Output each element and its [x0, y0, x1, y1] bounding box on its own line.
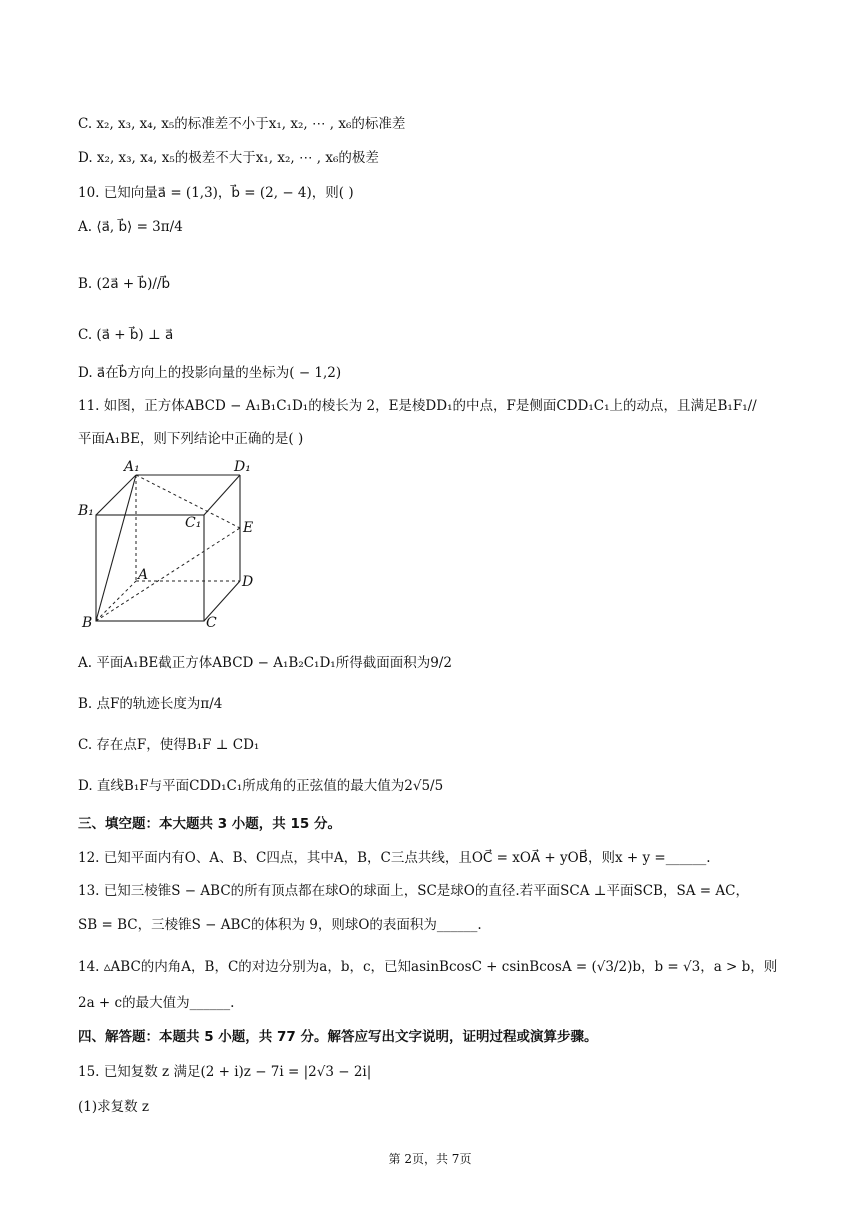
- option-10d: D. a⃗在b⃗方向上的投影向量的坐标为( − 1,2): [78, 365, 342, 381]
- question-13-line2: SB = BC，三棱锥S − ABC的体积为 9，则球O的表面积为______.: [78, 917, 482, 933]
- question-11-stem-line1: 11. 如图，正方体ABCD − A₁B₁C₁D₁的棱长为 2，E是棱DD₁的中点，F是侧面CDD₁C₁上的动点，且满足B₁F₁//: [78, 398, 757, 414]
- cube-figure: [76, 455, 276, 630]
- label-a1: A₁: [124, 459, 140, 475]
- label-d1: D₁: [234, 459, 251, 475]
- option-11d: D. 直线B₁F与平面CDD₁C₁所成角的正弦值的最大值为2√5/5: [78, 778, 444, 794]
- option-10a: A. ⟨a⃗, b⃗⟩ = 3π/4: [78, 219, 183, 235]
- option-10b: B. (2a⃗ + b⃗)//b⃗: [78, 276, 171, 292]
- question-11-stem-line2: 平面A₁BE，则下列结论中正确的是( ): [78, 431, 304, 447]
- label-b: B: [82, 615, 93, 630]
- question-10-stem: 10. 已知向量a⃗ = (1,3)，b⃗ = (2, − 4)，则( ): [78, 185, 354, 201]
- option-10c: C. (a⃗ + b⃗) ⊥ a⃗: [78, 327, 174, 343]
- label-c1: C₁: [185, 515, 202, 531]
- question-15-stem: 15. 已知复数 z 满足(2 + i)z − 7i = |2√3 − 2i|: [78, 1064, 372, 1080]
- question-14-line2: 2a + c的最大值为______.: [78, 995, 235, 1011]
- label-a: A: [138, 567, 149, 583]
- option-9d: D. x₂, x₃, x₄, x₅的极差不大于x₁, x₂, ⋯ , x₆的极差: [78, 150, 379, 166]
- cube-edge-c1-d1: [204, 475, 240, 515]
- question-12-stem: 12. 已知平面内有O、A、B、C四点，其中A，B，C三点共线，且OC⃗ = xOA⃗ + yOB⃗，则x + y =______.: [78, 850, 711, 866]
- question-14-line1: 14. ▵ABC的内角A，B，C的对边分别为a，b，c，已知asinBcosC + csinBcosA = (√3/2)b，b = √3，a > b，则: [78, 959, 778, 975]
- option-11b: B. 点F的轨迹长度为π/4: [78, 696, 223, 712]
- label-e: E: [243, 520, 254, 536]
- section-3-title: 三、填空题：本大题共 3 小题，共 15 分。: [78, 816, 341, 832]
- option-11c: C. 存在点F，使得B₁F ⊥ CD₁: [78, 737, 260, 753]
- question-15-part-1: (1)求复数 z: [78, 1099, 150, 1115]
- section-4-title: 四、解答题：本题共 5 小题，共 77 分。解答应写出文字说明，证明过程或演算步骤。: [78, 1029, 598, 1045]
- cube-edge-a1-b: [96, 475, 136, 621]
- option-9c: C. x₂, x₃, x₄, x₅的标准差不小于x₁, x₂, ⋯ , x₆的标准差: [78, 116, 406, 132]
- label-c: C: [206, 615, 217, 630]
- question-13-line1: 13. 已知三棱锥S − ABC的所有顶点都在球O的球面上，SC是球O的直径.若平面SCA ⊥平面SCB，SA = AC，: [78, 883, 749, 899]
- option-11a: A. 平面A₁BE截正方体ABCD − A₁B₂C₁D₁所得截面面积为9/2: [78, 655, 452, 671]
- label-b1: B₁: [78, 503, 94, 519]
- page-footer: 第 2页，共 7页: [388, 1152, 472, 1166]
- label-d: D: [242, 574, 254, 590]
